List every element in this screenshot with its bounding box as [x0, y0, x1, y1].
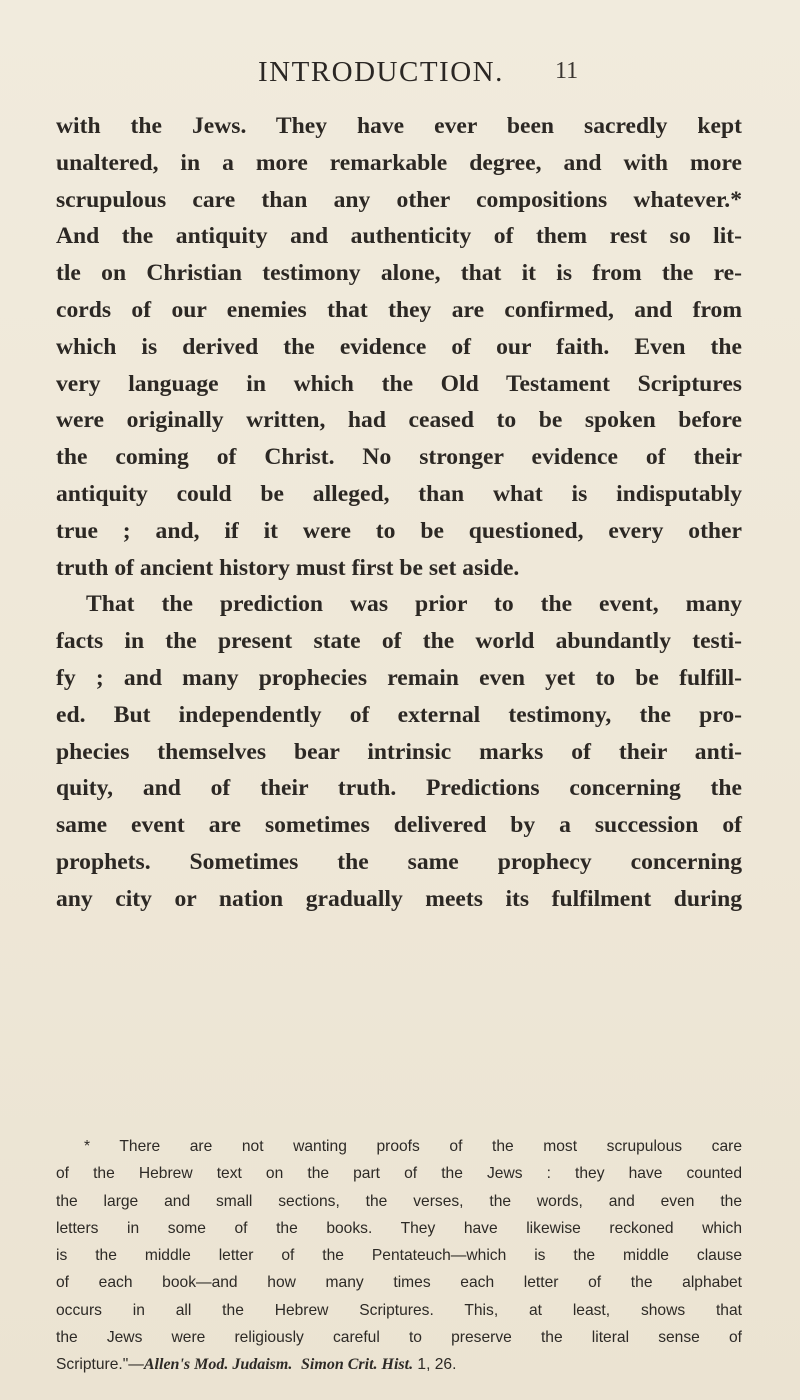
text-line: any city or nation gradually meets its fulfilment during — [56, 885, 742, 912]
chapter-title: INTRODUCTION. — [258, 56, 504, 88]
page-number: 11 — [555, 58, 579, 84]
footnote-line: the large and small sections, the verses, the words, and even the — [56, 1192, 742, 1210]
text-line: phecies themselves bear intrinsic marks of their anti- — [56, 738, 742, 765]
footnote-quote-end: Scripture."— — [56, 1356, 144, 1374]
footnote-line: letters in some of the books. They have likewise reckoned which — [56, 1219, 742, 1237]
text-line: fy ; and many prophecies remain even yet to be fulfill- — [56, 664, 742, 691]
footnote-line: occurs in all the Hebrew Scriptures. This, at least, shows that — [56, 1301, 742, 1319]
footnote-citation-line — [56, 1351, 742, 1378]
text-line: were originally written, had ceased to be spoken before — [56, 407, 742, 434]
text-line: prophets. Sometimes the same prophecy concerning — [56, 848, 742, 875]
citation-allen: Allen's Mod. Judaism. — [143, 1356, 293, 1374]
main-text — [56, 108, 742, 918]
citation-reference: 1, 26. — [417, 1356, 457, 1374]
footnote-line: of each book—and how many times each letter of the alphabet — [56, 1274, 742, 1292]
text-line: And the antiquity and authenticity of them rest so lit- — [56, 223, 742, 250]
text-line: same event are sometimes delivered by a succession of — [56, 812, 742, 839]
text-line: unaltered, in a more remarkable degree, and with more — [56, 149, 742, 176]
footnote-line: * There are not wanting proofs of the most scrupulous care — [84, 1138, 742, 1155]
running-header — [0, 56, 800, 96]
footnote-line: is the middle letter of the Pentateuch—which is the middle clause — [56, 1247, 742, 1265]
footnote — [56, 1133, 742, 1379]
text-line: quity, and of their truth. Predictions concerning the — [56, 775, 742, 802]
text-line: ed. But independently of external testimony, the pro- — [56, 701, 742, 728]
text-line: tle on Christian testimony alone, that it is from the re- — [56, 260, 742, 287]
text-line: with the Jews. They have ever been sacredly kept — [56, 113, 742, 139]
footnote-line: of the Hebrew text on the part of the Jews : they have counted — [56, 1165, 742, 1183]
text-line: very language in which the Old Testament Scriptures — [56, 370, 742, 397]
text-line: true ; and, if it were to be questioned, every other — [56, 517, 742, 544]
paragraph-start-line: That the prediction was prior to the event, many — [86, 591, 742, 618]
text-line: facts in the present state of the world abundantly testi- — [56, 628, 742, 655]
text-line: which is derived the evidence of our faith. Even the — [56, 333, 742, 360]
citation-simon: Simon Crit. Hist. — [301, 1356, 414, 1374]
text-line: scrupulous care than any other compositions whatever.* — [56, 186, 742, 213]
footnote-line: the Jews were religiously careful to preserve the literal sense of — [56, 1329, 742, 1347]
text-line: cords of our enemies that they are confirmed, and from — [56, 296, 742, 323]
text-line: truth of ancient history must first be set aside. — [56, 554, 520, 581]
text-line: the coming of Christ. No stronger evidence of their — [56, 444, 742, 471]
text-line: antiquity could be alleged, than what is indisputably — [56, 480, 742, 507]
